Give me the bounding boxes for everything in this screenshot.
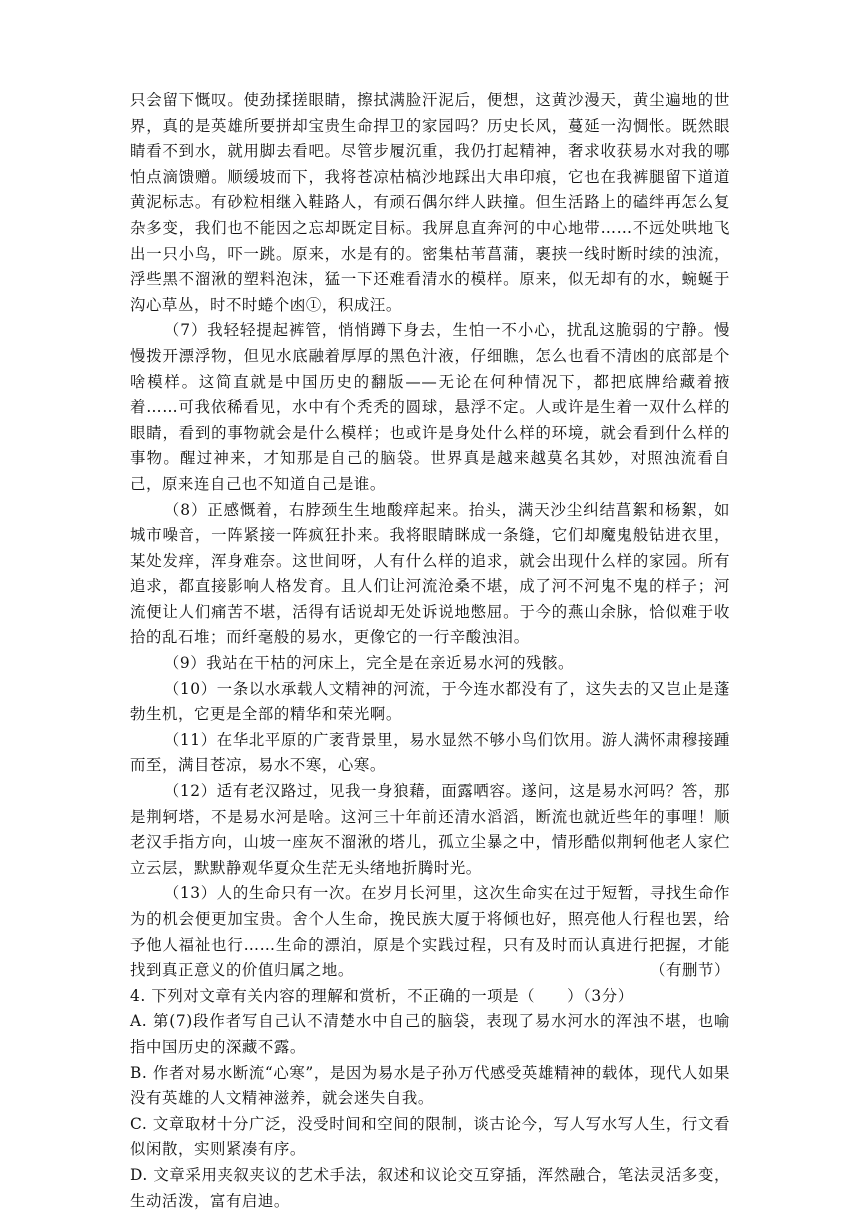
- question-stem: 4. 下列对文章有关内容的理解和赏析，不正确的一项是（ ）（3分）: [130, 986, 634, 1005]
- paragraph-11: （11）在华北平原的广袤背景里，易水显然不够小鸟们饮用。游人满怀肃穆接踵而至，满目苍凉，易水不寒，心寒。: [130, 730, 730, 775]
- paragraph-10: （10）一条以水承载人文精神的河流，于今连水都没有了，这失去的又岂止是蓬勃生机，它更是全部的精华和荣光啊。: [130, 679, 730, 724]
- option-a: A. 第(7)段作者写自己认不清楚水中自己的脑袋，表现了易水河水的浑浊不堪，也喻指中国历史的深藏不露。: [130, 1012, 730, 1056]
- paragraph-continued: 只会留下慨叹。使劲揉搓眼睛，擦拭满脸汗泥后，便想，这黄沙漫天，黄尘遍地的世界，真的是英雄所要拼却宝贵生命捍卫的家园吗？历史长风，蔓延一沟惆怅。既然眼睛看不到水，就用脚去看吧。尽管步履沉重，我仍打起精神，奢求收获易水对我的哪怕点滴馈赠。顺缓坡而下，我将苍凉枯槁沙地踩出大串印痕，它也在我裤腿留下道道黄泥标志。有砂粒相继入鞋路人，有顽石偶尔绊人趺撞。但生活路上的磕绊再怎么复杂多变，我们也不能因之忘却既定目标。我屏息直奔河的中心地带……不远处哄地飞出一只小鸟，吓一跳。原来，水是有的。密集枯苇菖蒲，裹挟一线时断时续的浊流，浮些黑不溜湫的塑料泡沫，猛一下还难看清水的模样。原来，似无却有的水，蜿蜒于沟心草丛，时不时蜷个凼①，积成汪。: [130, 91, 730, 314]
- option-c: C. 文章取材十分广泛，没受时间和空间的限制，谈古论今，写人写水写人生，行文看似闲散，实则紧凑有序。: [130, 1114, 730, 1159]
- option-d: D. 文章采用夹叙夹议的艺术手法，叙述和议论交互穿插，浑然融合，笔法灵活多变，生动活泼，富有启迪。: [130, 1165, 730, 1210]
- paragraph-8: （8）正感慨着，右脖颈生生地酸痒起来。抬头，满天沙尘纠结菖絮和杨絮，如城市噪音，一阵紧接一阵疯狂扑来。我将眼睛眯成一条缝，它们却魔鬼般钻进衣里，某处发痒，浑身难奈。这世间呀，人有什么样的追求，就会出现什么样的家园。所有追求，都直接影响人格发育。且人们让河流沧桑不堪，成了河不河鬼不鬼的样子；河流便让人们痛苦不堪，活得有话说却无处诉说地憋屈。于今的燕山余脉，恰似难于收拾的乱石堆；而纤毫般的易水，更像它的一行辛酸浊泪。: [130, 500, 730, 647]
- abridged-note: （有删节）: [650, 961, 730, 980]
- paragraph-13-text: （13）人的生命只有一次。在岁月长河里，这次生命实在过于短暂，寻找生命作为的机会便更加宝贵。舍个人生命，挽民族大厦于将倾也好，照亮他人行程也罢，给予他人福祉也行……生命的漂泊，原是个实践过程，只有及时而认真进行把握，才能找到真正意义的价值归属之地。: [130, 884, 730, 980]
- paragraph-13: [130, 881, 730, 983]
- option-b: B. 作者对易水断流“心寒”，是因为易水是子孙万代感受英雄精神的载体，现代人如果没有英雄的人文精神滋养，就会迷失自我。: [130, 1063, 730, 1108]
- paragraph-12: （12）适有老汉路过，见我一身狼藉，面露哂容。遂问，这是易水河吗？答，那是荆轲塔，不是易水河是啥。这河三十年前还清水滔滔，断流也就近些年的事哩！顺老汉手指方向，山坡一座灰不溜湫的塔儿，孤立尘暴之中，情形酷似荆轲他老人家伫立云层，默默静观华夏众生茫无头绪地折腾时光。: [130, 782, 730, 877]
- paragraph-9: （9）我站在干枯的河床上，完全是在亲近易水河的残骸。: [163, 654, 575, 673]
- document-page: [130, 88, 730, 1214]
- paragraph-7: （7）我轻轻提起裤管，悄悄蹲下身去，生怕一不小心，扰乱这脆弱的宁静。慢慢拨开漂浮物，但见水底融着厚厚的黑色汁液，仔细瞧，怎么也看不清凼的底部是个啥模样。这简直就是中国历史的翻版——无论在何种情况下，都把底牌给藏着掖着……可我依稀看见，水中有个秃秃的圆球，悬浮不定。人或许是生着一双什么样的眼睛，看到的事物就会是什么模样；也或许是身处什么样的环境，就会看到什么样的事物。醒过神来，才知那是自己的脑袋。世界真是越来越莫名其妙，对照浊流看自己，原来连自己也不知道自己是谁。: [130, 321, 730, 493]
